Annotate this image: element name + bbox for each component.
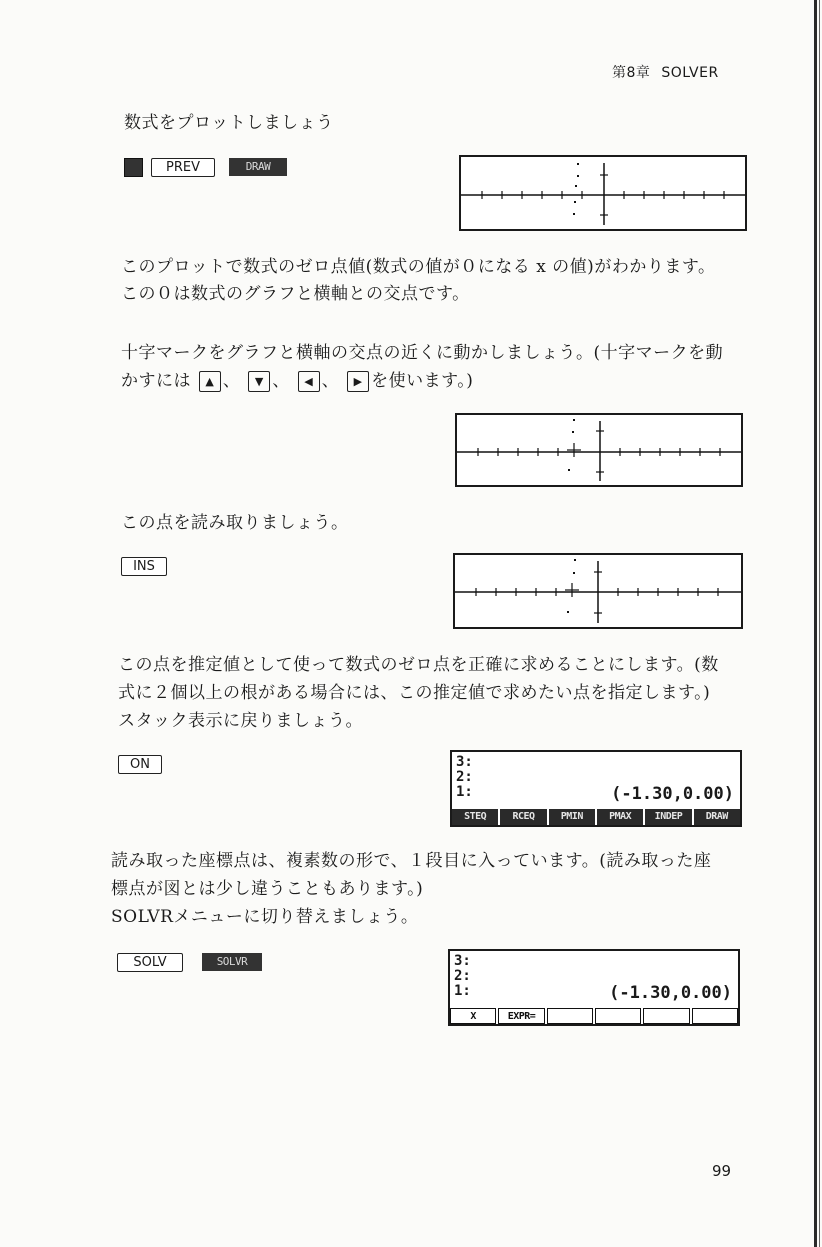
plot-graph-2 (457, 415, 741, 485)
coord-text-1: 読み取った座標点は、複素数の形で、１段目に入っています。(読み取った座 (111, 851, 712, 871)
estimate-text-3: スタック表示に戻りましょう。 (118, 711, 363, 731)
stack-level-2: 2: (454, 968, 471, 984)
solvr-softkey[interactable]: SOLVR (202, 953, 262, 971)
prev-key[interactable]: PREV (151, 158, 215, 177)
menu-pmax[interactable]: PMAX (597, 809, 643, 825)
move-text-2 (121, 368, 473, 395)
menu-steq[interactable]: STEQ (452, 809, 498, 825)
solv-key[interactable]: SOLV (117, 953, 183, 972)
plot-screen-2 (455, 413, 743, 487)
page-edge-line-thin (819, 0, 820, 1247)
plot-graph-3 (455, 555, 741, 627)
chapter-header (612, 62, 719, 82)
menu-x[interactable]: X (450, 1008, 496, 1024)
separator: 、 (222, 371, 241, 391)
coord-text-3: SOLVRメニューに切り替えましょう。 (111, 907, 419, 927)
move-text-2-pre: かすには (121, 371, 191, 391)
zero-text-1: このプロットで数式のゼロ点値(数式の値が０になる x の値)がわかります。 (121, 257, 716, 277)
stack-display-1 (450, 750, 742, 827)
stack-value: (-1.30,0.00) (611, 784, 734, 804)
estimate-text-2: 式に２個以上の根がある場合には、この推定値で求めたい点を指定します。) (118, 683, 711, 703)
plot-screen-3 (453, 553, 743, 629)
left-arrow-key[interactable]: ◀ (298, 371, 320, 392)
separator: 、 (321, 371, 340, 391)
page-number: 99 (712, 1162, 732, 1180)
chapter-title: SOLVER (661, 65, 719, 81)
plot-heading: 数式をプロットしましょう (124, 113, 334, 133)
down-arrow-key[interactable]: ▼ (248, 371, 270, 392)
menu-blank-6[interactable] (692, 1008, 738, 1024)
menu-blank-3[interactable] (547, 1008, 593, 1024)
menu-expr[interactable]: EXPR= (498, 1008, 544, 1024)
plot-screen-1 (459, 155, 747, 231)
read-text: この点を読み取りましょう。 (121, 513, 349, 533)
stack-level-1: 1: (454, 983, 471, 999)
stack-display-2 (448, 949, 740, 1026)
move-text-2-post: を使います。) (371, 371, 474, 391)
softkey-menu-1 (452, 809, 740, 825)
estimate-text-1: この点を推定値として使って数式のゼロ点を正確に求めることにします。(数 (118, 655, 719, 675)
separator: 、 (272, 371, 290, 391)
on-key[interactable]: ON (118, 755, 162, 774)
stack-value: (-1.30,0.00) (609, 983, 732, 1003)
menu-pmin[interactable]: PMIN (549, 809, 595, 825)
move-text-1: 十字マークをグラフと横軸の交点の近くに動かしましょう。(十字マークを動 (121, 343, 724, 363)
up-arrow-key[interactable]: ▲ (199, 371, 221, 392)
menu-draw[interactable]: DRAW (694, 809, 740, 825)
right-arrow-key[interactable]: ▶ (347, 371, 369, 392)
ins-key[interactable]: INS (121, 557, 167, 576)
shift-key[interactable] (124, 158, 143, 177)
stack-level-1: 1: (456, 784, 473, 800)
chapter-number: 第8章 (612, 65, 651, 81)
menu-indep[interactable]: INDEP (645, 809, 691, 825)
plot-graph-1 (461, 157, 745, 229)
stack-level-2: 2: (456, 769, 473, 785)
stack-level-3: 3: (456, 754, 473, 770)
zero-text-2: この０は数式のグラフと横軸との交点です。 (121, 284, 470, 304)
coord-text-2: 標点が図とは少し違うこともあります。) (111, 879, 424, 899)
menu-blank-5[interactable] (643, 1008, 689, 1024)
menu-blank-4[interactable] (595, 1008, 641, 1024)
draw-softkey[interactable]: DRAW (229, 158, 287, 176)
page-edge-line (814, 0, 817, 1247)
stack-level-3: 3: (454, 953, 471, 969)
softkey-menu-2 (450, 1008, 738, 1024)
menu-rceq[interactable]: RCEQ (500, 809, 546, 825)
